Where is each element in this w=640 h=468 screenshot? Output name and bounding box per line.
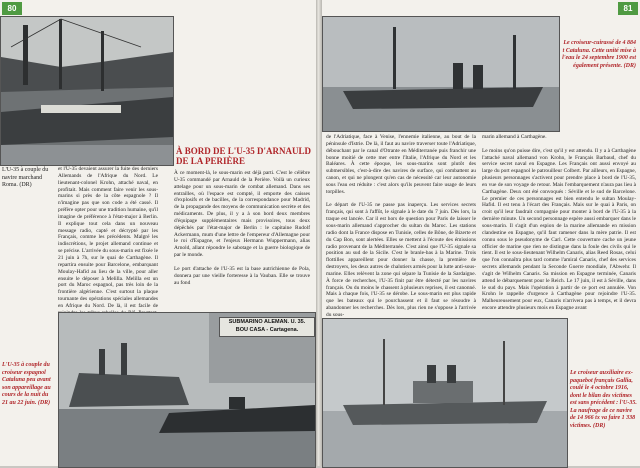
caption-u35-roma: L'U-35 à couple du navire marchand Roma. (DR) [2, 167, 49, 188]
page-number-left: 80 [2, 2, 22, 15]
photo-cataluna-cruiser [322, 16, 560, 132]
left-page [0, 0, 316, 466]
sign-line-1: SUBMARINO ALEMAN. U. 35. [228, 319, 306, 325]
right-page [322, 0, 640, 466]
photo-gallia-sinking [322, 318, 568, 468]
photo-sign [219, 317, 315, 337]
photo-u35-cataluna [58, 312, 316, 468]
gallia-photo-illustration [323, 319, 567, 467]
sign-line-2: BOU CASA - Cartagena. [235, 327, 299, 333]
ship-photo-illustration [1, 17, 173, 165]
left-text-column-1: et l'U-35 devaient assurer la fuite des derniers Allemands de l'Afrique du Nord. Le lieutenant-colonel Krohn, attaché naval, en profitait. Mais comment faire venir les sous-marins si près de la côte espagnole ? Il n'imagine pas que son code a été cassé. Il préfère opter pour une tradition humaine, qu'il imagine de préférence à l'état-major à Berlin. Il explique tout cela dans un nouveau message radio, capté et décrypté par les Français, comme les précédents. Malgré les indiscrétions, le projet allemand continue et se précise. L'arrivée du sous-marin est fixée le 21 juin à 7h, sur le quai de Carthagène. Il repartira ensuite pour Barcelone, embarquant Moulay-Hafid au lieu de la ville, pour aller ensuite le déposer à Melilla. Melilla est un port du Maroc espagnol, pas très loin de la frontière algérienne. C'est surtout la plaque tournante des opérations spéciales allemandes en Afrique du Nord. De là, il est facile de [58, 166, 158, 309]
caption-u35-cataluna: L'U-35 à couple du croiseur espagnol Cataluna peu avant son appareillage au cours de la nuit du 21 au 22 juin. (DR) [2, 362, 51, 406]
photo-u35-roma [0, 16, 174, 166]
page-number-right: 81 [618, 2, 638, 15]
section-heading: À BORD DE L'U-35 D'ARNAULD DE LA PERIÈRE [176, 146, 312, 166]
left-text-column-2: À ce moment-là, le sous-marin est déjà parti. C'est le célèbre U-35 commandé par Arnauld de la Perière. Voilà un curieux attelage pour un sous-marin de combat allemand. Dans ses entrailles, où l'espace est compté, il emporte des caisses d'explosifs et de bacilles, de la correspondance pour Madrid, de la propagande des moyens de communication secrète et des médicaments. De plus, il y a à son bord deux membres d'équipage supplémentaires mais provisoires, tous deux dépêchés par l'état-major de Berlin : le capitaine Rudolf Ackermann, mum d'une lettre de l'empereur d'Allemagne pour le roi d'Espagne, et l'enjeux Hermann Wuppermann, alias Arnold, allant répondre le sabotage et la guerre biologique de par le monde. Le port d'attache de l'U-35 est la base autrichienne de Pola, donnera par une vieille forteresse à la Vauban. Elle se trouve au fond [174, 170, 310, 286]
right-text-column-2: marin allemand à Carthagène. Le moins qu'on puisse dire, c'est qu'il y est attendu. Il y a à Carthagène l'attaché naval allemand von Krohn, le Français Barbaud, chef du service secret naval en Espagne. Les Français ont aussi envoyé au large du port espagnol le patrouilleur Colbert. Par ailleurs, en Espagne, plusieurs personnages s'activent pour prendre place à bord de l'U-35, en vue de son voyage de retour. Mais l'embarquement n'aura pas lieu à Carthagène. Deux ont été convoqués : Séville et le sud de Barcelone. Le premier de ces personnages est bien entendu le sultan Moulay-Hafid. Il est tenu à l'écart des Français. Mais sur le quai à Paris, on croit qu'il leur faudrait compagnie pour monter à bord de l'U-35 à la dernière minute. Un second personnage espère aussi embarquer dans le sous-marin. Il s'agit d'un espion de la marine allemande en mission clandestine en Espagne, qu'il faut ramener dans la mère patrie. Il est connu sous le pseudonyme de Carl. Cette couverture cache un jeune officier de marine que rien ne distingue dans la foule des civils qui le tient. Il est le sous-lieutenant Wilhelm Canaris, alias Reed Rosas, celui que l'on connaîtra plus tard comme l'amiral Canaris, chef des services secrets allemands pendant la Seconde Guerre mondiale, l'Abwehr. Il s'agit de Wilhelm Canaris. Sa mission en Espagne terminée, Canaris attend le débarquement pour le Reich. Le 17 juin, il est à Séville, dans le sud du pays. Mais l'opération à partir de ce port est annulée. Von Krohn le rappelle d'urgence à Carthagène pour rejoindre l'U-35. Malheureusement pour eux, Canaris n'arrivera pas à temps, et il devra encore attendre plusieurs mois en Espagne avant [482, 134, 636, 312]
right-text-column-1: de l'Adriatique, face à Venise, l'ennemie italienne, au bout de la péninsule d'Istrie. De là, il faut au navire traverser toute l'Adriatique, débouchant par le canal d'Otrante en Méditerranée puis franchir une bonne moitié de cette mer entre l'Italie, l'Afrique du Nord et les Baléares. À cette époque, les sous-marins sont plutôt des submersibles, c'est-à-dire des navires de surface, qui combattent au canon, et qui ne plongent qu'en cas de nécessité car leur autonomie sous l'eau est réduite : c'est alors qu'ils peuvent faire usage de leurs torpilles. Le départ de l'U-35 ne passe pas inaperçu. Les services secrets français, qui sont à l'affût, le signale à le date du 7 juin. Dès lors, la traque est lancée. Car il est hors de question pour Paris de laisser le sous-marin allemand s'approcher du sultan du Maroc. Les stations radio dont la France dispose en Tunisie, celles de Bône, de Bizerte et du Cap Bon, sont alertées. Elles se mettent à l'écoute des émissions radio provenant de la Méditerranée. C'est ainsi que l'U-35 signale sa position au sud de la Sicile. C'est le branle-bas à la Marine. Trois flottilles appareillent pour donner la chasse, la première de destroyers, les deux autres de chalutiers armés pour la lutte anti-sous-marine. Elles relèvent la zone qui sépare la Tunisie de la Sardaigne. À force de recherches, l'U-35 finit par être détecté par les navires français. Ou du moins le chassent à plusieurs reprises, il est canonné. Mais à chaque fois, l'U-35 se dérobe. Le sous-marin est plus rapide que les bateaux qui le pourchassent et il faut se résoudre à abandonner les recherches. Dès lors, plus rien ne s'oppose à l'arrivée du sous- [326, 134, 476, 318]
cruiser-photo-illustration [323, 17, 559, 131]
caption-cataluna-cruiser: Le croiseur-cuirassé de 4 884 t Cataluna. Cette unité mise à l'eau le 24 septembre 1900 est également présente. (DR) [562, 40, 636, 69]
caption-gallia: Le croiseur auxiliaire ex-paquebot français Gallia, coulé le 4 octobre 1916, dont le bilan des victimes est sans précédent : l'U-35. La naufrage de ce navire de 14 966 tx va faire 1 338 victimes. (DR) [570, 370, 637, 429]
